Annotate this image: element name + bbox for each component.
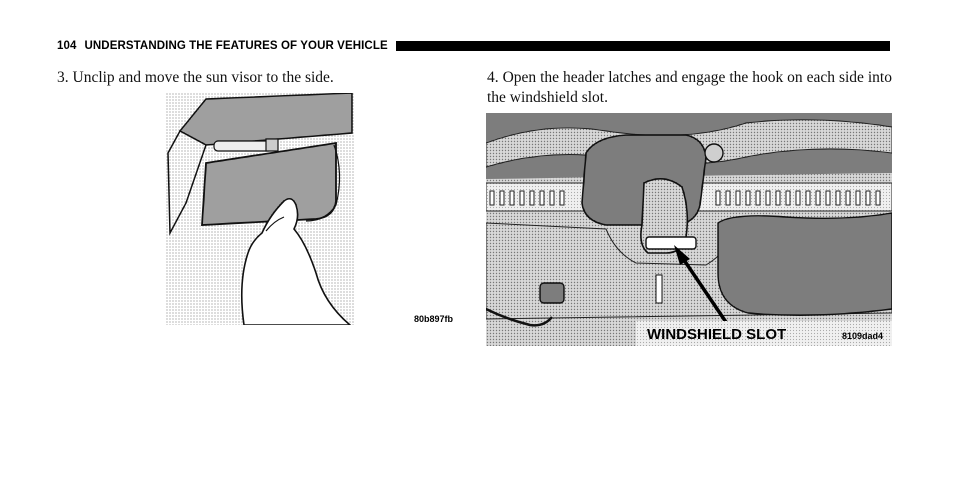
windshield-slot-illustration bbox=[486, 113, 892, 346]
sun-visor-illustration bbox=[166, 93, 354, 325]
figure-code-slot: 8109dad4 bbox=[842, 331, 884, 341]
step-3-text: 3. Unclip and move the sun visor to the side. bbox=[57, 69, 334, 86]
page-number: 104 bbox=[57, 40, 77, 52]
step-4-text: 4. Open the header latches and engage the hook on each side into the windshield slot. bbox=[487, 69, 892, 106]
windshield-slot-label: WINDSHIELD SLOT bbox=[647, 326, 787, 343]
figure-code-visor: 80b897fb bbox=[414, 314, 454, 324]
header-text bbox=[57, 40, 388, 52]
header-rule bbox=[396, 41, 890, 51]
header-title: UNDERSTANDING THE FEATURES OF YOUR VEHICLE bbox=[84, 40, 388, 52]
page-header bbox=[57, 36, 890, 56]
